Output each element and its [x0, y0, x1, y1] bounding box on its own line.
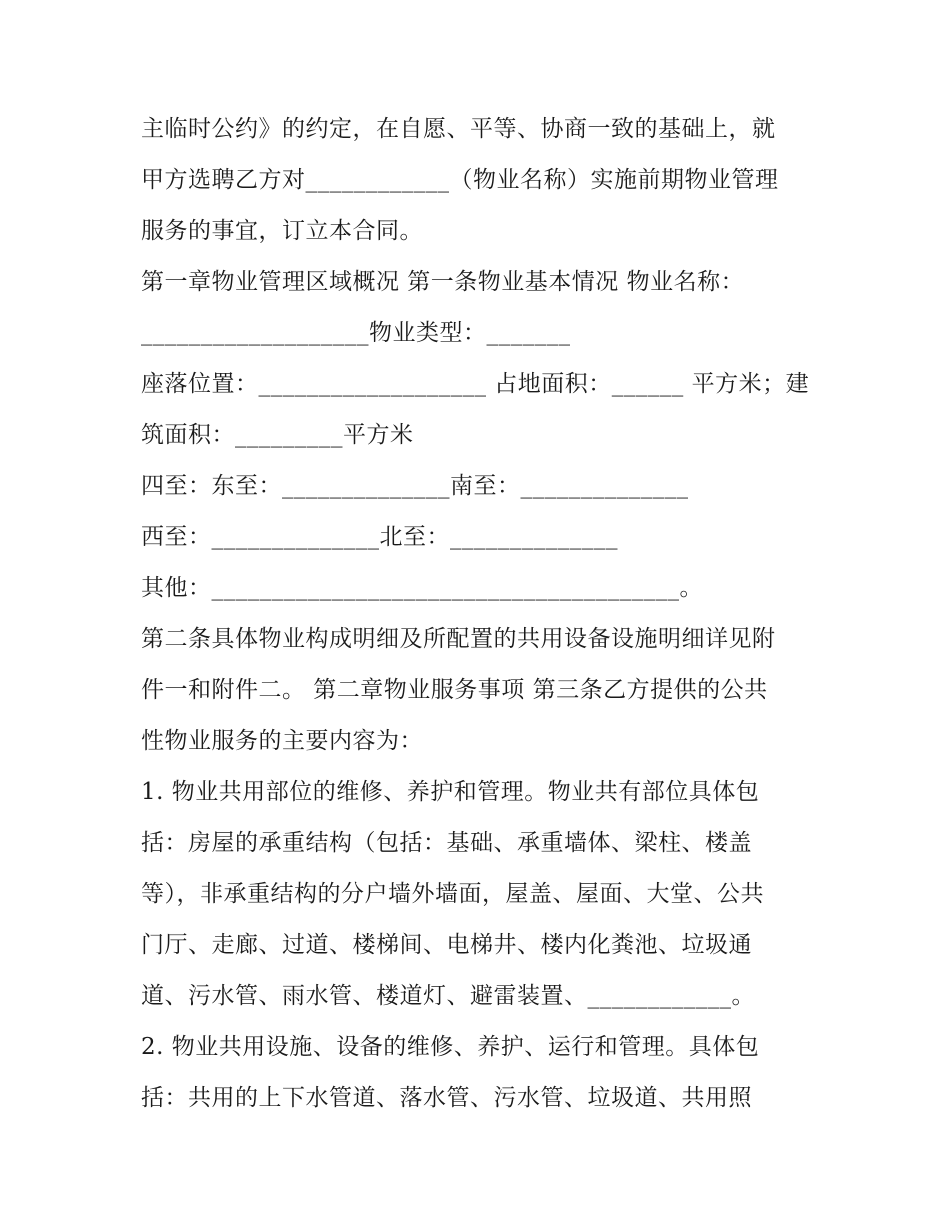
text-line: 括：共用的上下水管道、落水管、污水管、垃圾道、共用照 [141, 1085, 752, 1111]
text-line: 第二条具体物业构成明细及所配置的共用设备设施明细详见附 [141, 626, 776, 652]
text-line: 四至：东至：______________南至：______________ [141, 473, 689, 499]
text-line: 主临时公约》的约定，在自愿、平等、协商一致的基础上，就 [141, 116, 776, 142]
text-line: 座落位置：___________________ 占地面积：______ 平方米；建 [141, 371, 810, 397]
text-line: ___________________物业类型：_______ [141, 320, 571, 346]
text-line: 件一和附件二。 第二章物业服务事项 第三条乙方提供的公共 [141, 677, 768, 703]
text-line: 2. 物业共用设施、设备的维修、养护、运行和管理。具体包 [141, 1034, 760, 1060]
text-line: 其他：_______________________________________。 [141, 575, 703, 601]
text-line: 道、污水管、雨水管、楼道灯、避雷装置、____________。 [141, 983, 755, 1009]
text-line: 第一章物业管理区域概况 第一条物业基本情况 物业名称： [141, 269, 745, 295]
text-line: 括：房屋的承重结构（包括：基础、承重墙体、梁柱、楼盖 [141, 830, 752, 856]
text-line: 等），非承重结构的分户墙外墙面，屋盖、屋面、大堂、公共 [141, 881, 764, 907]
text-line: 性物业服务的主要内容为： [141, 728, 423, 754]
text-line: 门厅、走廊、过道、楼梯间、电梯井、楼内化粪池、垃圾通 [141, 932, 752, 958]
text-line: 西至：______________北至：______________ [141, 524, 618, 550]
text-line: 服务的事宜，订立本合同。 [141, 218, 423, 244]
text-line: 筑面积：_________平方米 [141, 422, 414, 448]
text-line: 1. 物业共用部位的维修、养护和管理。物业共有部位具体包 [141, 779, 760, 805]
text-line: 甲方选聘乙方对____________（物业名称）实施前期物业管理 [141, 167, 779, 193]
